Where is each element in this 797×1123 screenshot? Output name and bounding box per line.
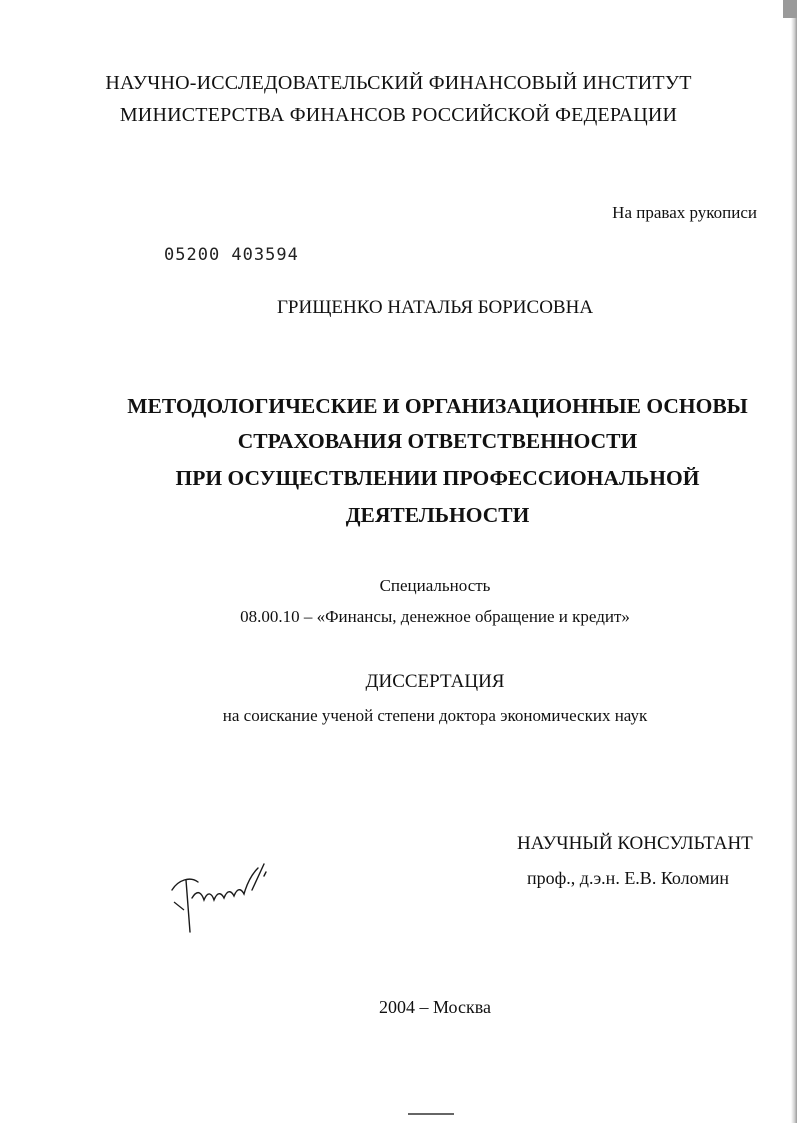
scan-edge-shadow [791, 0, 797, 1123]
advisor-name: проф., д.э.н. Е.В. Коломин [527, 868, 729, 888]
title-line-1: МЕТОДОЛОГИЧЕСКИЕ И ОРГАНИЗАЦИОННЫЕ ОСНОВЫ [127, 394, 748, 418]
scan-corner-mark [783, 0, 797, 18]
institute-name-line-2: МИНИСТЕРСТВА ФИНАНСОВ РОССИЙСКОЙ ФЕДЕРАЦИИ [119, 104, 678, 126]
specialty-label: Специальность [379, 576, 491, 595]
specialty-value: 08.00.10 – «Финансы, денежное обращение и кредит» [240, 607, 630, 626]
author-name: ГРИЩЕНКО НАТАЛЬЯ БОРИСОВНА [276, 297, 594, 318]
title-line-4: ДЕЯТЕЛЬНОСТИ [345, 503, 530, 527]
rights-note: На правах рукописи [612, 203, 757, 222]
catalog-code: 05200 403594 [164, 245, 299, 265]
scan-artifact-line [408, 1113, 454, 1115]
city-year: 2004 – Москва [379, 997, 491, 1017]
dissertation-type: ДИССЕРТАЦИЯ [365, 671, 505, 692]
degree-description: на соискание ученой степени доктора экономических наук [222, 706, 648, 725]
institute-name-line-1: НАУЧНО-ИССЛЕДОВАТЕЛЬСКИЙ ФИНАНСОВЫЙ ИНСТИТУТ [105, 72, 692, 94]
title-line-2: СТРАХОВАНИЯ ОТВЕТСТВЕННОСТИ [237, 429, 638, 453]
title-line-3: ПРИ ОСУЩЕСТВЛЕНИИ ПРОФЕССИОНАЛЬНОЙ [175, 466, 700, 490]
advisor-label: НАУЧНЫЙ КОНСУЛЬТАНТ [517, 833, 753, 854]
handwritten-signature [168, 850, 278, 940]
